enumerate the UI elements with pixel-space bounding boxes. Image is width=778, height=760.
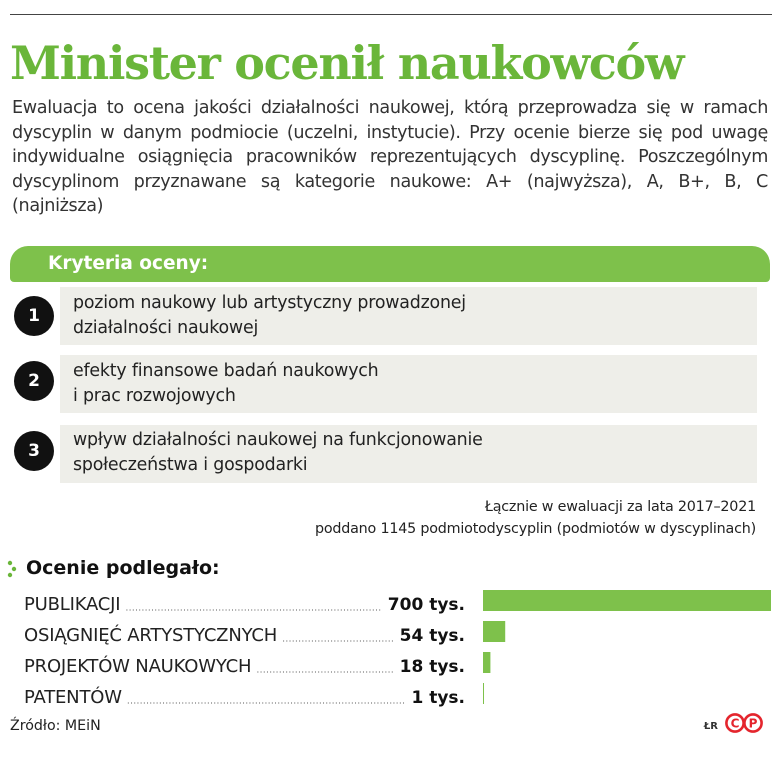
criterion-1-line-1: poziom naukowy lub artystyczny prowadzonej	[73, 293, 466, 313]
svg-text:C: C	[730, 716, 740, 731]
value-label: 1 tys.	[411, 688, 465, 708]
criterion-text-2	[73, 359, 378, 409]
category-label: PUBLIKACJI	[24, 594, 121, 615]
value-label: 54 tys.	[399, 626, 465, 646]
svg-text:P: P	[748, 716, 758, 731]
chart-title: Ocenie podlegało:	[26, 557, 220, 579]
headline: Minister ocenił naukowców	[10, 36, 684, 90]
criterion-text-3	[73, 428, 483, 478]
criteria-header	[10, 246, 770, 282]
cp-logo-icon	[724, 712, 764, 734]
criterion-2-line-1: efekty finansowe badań naukowych	[73, 361, 379, 381]
criterion-number-3: 3	[14, 431, 54, 471]
value-label: 700 tys.	[387, 595, 465, 615]
bar	[483, 652, 490, 673]
criterion-3-line-1: wpływ działalności naukowej na funkcjonowanie	[73, 430, 483, 450]
criterion-2-line-2: i prac rozwojowych	[73, 386, 236, 406]
top-rule	[10, 14, 772, 15]
total-note-line-2: poddano 1145 podmiotodyscyplin (podmiotów w dyscyplinach)	[314, 521, 756, 537]
criterion-number-1: 1	[14, 296, 54, 336]
author-initials: ŁR	[703, 721, 718, 732]
criteria-title: Kryteria oceny:	[48, 253, 209, 274]
dots-icon	[6, 559, 18, 579]
category-label: PROJEKTÓW NAUKOWYCH	[24, 656, 252, 677]
source-note: Źródło: MEiN	[10, 718, 101, 734]
criterion-1-line-2: działalności naukowej	[73, 318, 259, 338]
criterion-number-2: 2	[14, 361, 54, 401]
criterion-3-line-2: społeczeństwa i gospodarki	[73, 455, 308, 475]
total-note	[196, 496, 756, 540]
category-label: PATENTÓW	[24, 687, 122, 708]
category-label: OSIĄGNIĘĆ ARTYSTYCZNYCH	[24, 625, 278, 646]
bar	[483, 683, 484, 704]
intro-text: Ewaluacja to ocena jakości działalności naukowej, którą przeprowadza się w ramach dyscyplin w danym podmiocie (uczelni, instytucie). Przy ocenie bierze się pod uwagę indywidualne osiągnięcia pracowników reprezentujących dyscyplinę. Poszczególnym dyscyplinom przyznawane są kategorie naukowe: A+ (najwyższa), A, B+, B, C (najniższa)	[12, 98, 768, 216]
bar-chart	[0, 586, 778, 716]
bar	[483, 621, 505, 642]
criterion-text-1	[73, 291, 466, 341]
bar	[483, 590, 771, 611]
total-note-line-1: Łącznie w ewaluacji za lata 2017–2021	[484, 499, 756, 515]
value-label: 18 tys.	[399, 657, 465, 677]
